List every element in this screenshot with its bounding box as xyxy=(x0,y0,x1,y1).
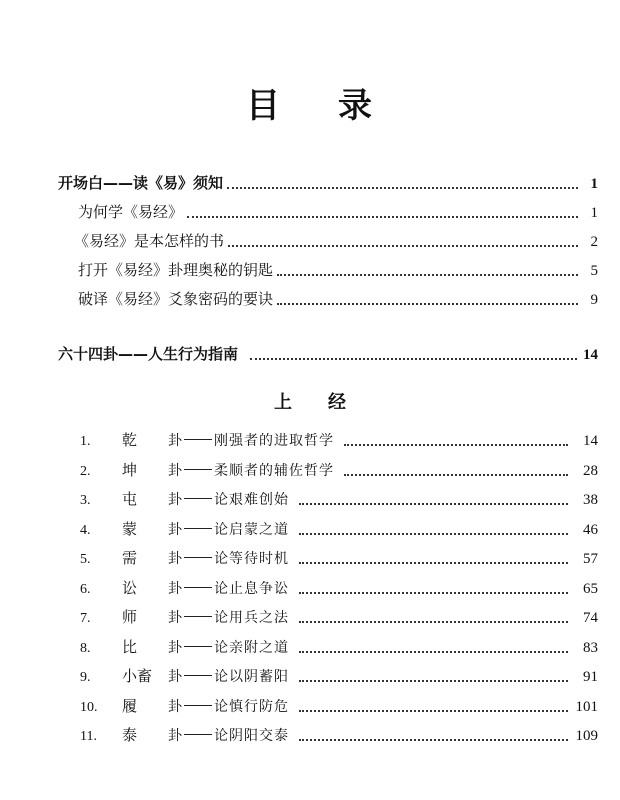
dot-leader xyxy=(344,474,568,476)
toc-page-number: 57 xyxy=(583,551,598,567)
dot-leader xyxy=(299,621,568,623)
entry-description: 论慎行防危 xyxy=(214,698,289,715)
entry-number: 6. xyxy=(80,581,91,597)
dot-leader xyxy=(299,680,568,682)
entry-number: 2. xyxy=(80,463,91,479)
em-dash xyxy=(184,557,212,558)
hexagram-name: 讼 xyxy=(122,578,138,597)
em-dash xyxy=(184,734,212,735)
toc-item[interactable] xyxy=(74,232,598,251)
em-dash xyxy=(184,587,212,588)
toc-intro-heading[interactable] xyxy=(58,174,598,193)
toc-page-number: 1 xyxy=(590,176,598,192)
toc-entry[interactable] xyxy=(80,608,598,628)
toc-item[interactable] xyxy=(78,203,598,222)
hexagram-suffix: 卦 xyxy=(168,639,182,656)
toc-page-number: 14 xyxy=(583,347,598,363)
dot-leader xyxy=(187,215,578,218)
entry-number: 8. xyxy=(80,640,91,656)
dot-leader xyxy=(299,503,568,505)
dot-leader xyxy=(250,357,577,360)
dot-leader xyxy=(299,710,568,712)
toc-entry[interactable] xyxy=(80,520,598,540)
toc-page-number: 109 xyxy=(575,728,598,744)
hexagram-name: 比 xyxy=(122,637,138,656)
toc-entry[interactable] xyxy=(80,726,598,746)
toc-item[interactable] xyxy=(78,261,598,280)
entry-description: 论止息争讼 xyxy=(214,580,289,597)
hexagram-suffix: 卦 xyxy=(168,492,182,508)
toc-entry[interactable] xyxy=(80,461,598,481)
em-dash xyxy=(184,439,212,440)
dot-leader xyxy=(299,562,568,564)
em-dash xyxy=(184,528,212,529)
dot-leader xyxy=(299,651,568,653)
entry-number: 11. xyxy=(80,729,97,744)
hexagram-name: 屯 xyxy=(122,490,138,508)
hexagram-name: 小畜 xyxy=(122,667,153,685)
toc-label: 破译《易经》爻象密码的要诀 xyxy=(78,290,274,308)
entry-description: 论亲附之道 xyxy=(214,639,289,656)
entry-number: 9. xyxy=(80,670,91,685)
hexagram-suffix: 卦 xyxy=(168,610,182,626)
dot-leader xyxy=(227,186,578,189)
entry-number: 7. xyxy=(80,611,91,626)
hexagram-name: 乾 xyxy=(122,431,138,449)
entry-description: 论启蒙之道 xyxy=(214,521,289,538)
toc-entry[interactable] xyxy=(80,667,598,687)
entry-description: 论艰难创始 xyxy=(214,492,289,508)
entry-number: 4. xyxy=(80,522,91,538)
section-char-2: 经 xyxy=(328,392,346,413)
toc-label: 《易经》是本怎样的书 xyxy=(74,232,225,250)
dot-leader xyxy=(228,244,578,247)
hexagram-name: 蒙 xyxy=(122,519,138,538)
hexagram-suffix: 卦 xyxy=(168,698,182,715)
title-char-1: 目 xyxy=(246,86,282,126)
entry-description: 论等待时机 xyxy=(214,551,289,567)
dot-leader xyxy=(277,302,578,305)
dot-leader xyxy=(299,592,568,594)
page-title xyxy=(0,78,620,127)
hexagram-name: 泰 xyxy=(122,726,138,744)
hexagram-suffix: 卦 xyxy=(168,433,182,449)
toc-page-number: 9 xyxy=(590,292,598,308)
toc-entry[interactable] xyxy=(80,431,598,451)
hexagram-name: 坤 xyxy=(122,460,138,479)
toc-label: 开场白——读《易》须知 xyxy=(58,174,224,192)
hexagram-suffix: 卦 xyxy=(168,551,182,567)
toc-label: 打开《易经》卦理奥秘的钥匙 xyxy=(78,261,274,279)
em-dash xyxy=(184,705,212,706)
toc-entry[interactable] xyxy=(80,490,598,510)
dot-leader xyxy=(299,533,568,535)
hexagram-suffix: 卦 xyxy=(168,728,182,744)
entry-number: 1. xyxy=(80,434,91,449)
toc-page-number: 91 xyxy=(583,669,598,685)
hexagram-name: 需 xyxy=(122,549,138,567)
toc-page-number: 74 xyxy=(583,610,598,626)
section-char-1: 上 xyxy=(274,392,292,413)
em-dash xyxy=(184,469,212,470)
toc-page-number: 14 xyxy=(583,433,598,449)
entry-description: 论以阴蓄阳 xyxy=(214,669,289,685)
hexagram-name: 履 xyxy=(122,696,138,715)
hexagram-suffix: 卦 xyxy=(168,462,182,479)
toc-page-number: 38 xyxy=(583,492,598,508)
dot-leader xyxy=(344,444,568,446)
toc-entry[interactable] xyxy=(80,697,598,717)
entry-description: 柔顺者的辅佐哲学 xyxy=(214,462,334,479)
toc-page-number: 28 xyxy=(583,462,598,479)
toc-page-number: 101 xyxy=(575,698,598,715)
toc-label: 为何学《易经》 xyxy=(78,203,184,221)
em-dash xyxy=(184,498,212,499)
em-dash xyxy=(184,646,212,647)
hexagram-suffix: 卦 xyxy=(168,521,182,538)
entry-description: 论阴阳交泰 xyxy=(214,728,289,744)
toc-page-number: 65 xyxy=(583,580,598,597)
toc-page-number: 2 xyxy=(590,234,598,250)
toc-page-number: 83 xyxy=(583,639,598,656)
toc-page-number: 1 xyxy=(590,205,598,221)
toc-page-number: 5 xyxy=(590,263,598,279)
toc-label: 六十四卦——人生行为指南 xyxy=(58,345,239,363)
entry-number: 3. xyxy=(80,493,91,508)
hexagram-suffix: 卦 xyxy=(168,580,182,597)
em-dash xyxy=(184,616,212,617)
entry-description: 论用兵之法 xyxy=(214,610,289,626)
dot-leader xyxy=(277,273,578,276)
toc-item[interactable] xyxy=(78,290,598,309)
hexagram-name: 师 xyxy=(122,608,138,626)
entry-number: 5. xyxy=(80,552,91,567)
em-dash xyxy=(184,675,212,676)
entry-number: 10. xyxy=(80,699,98,715)
section-heading xyxy=(0,388,620,414)
toc-entry[interactable] xyxy=(80,549,598,569)
toc-part-heading[interactable] xyxy=(58,345,598,364)
toc-entry[interactable] xyxy=(80,579,598,599)
title-char-2: 录 xyxy=(338,86,374,126)
toc-page-number: 46 xyxy=(583,521,598,538)
hexagram-suffix: 卦 xyxy=(168,669,182,685)
dot-leader xyxy=(299,739,568,741)
entry-description: 刚强者的进取哲学 xyxy=(214,433,334,449)
toc-entry[interactable] xyxy=(80,638,598,658)
